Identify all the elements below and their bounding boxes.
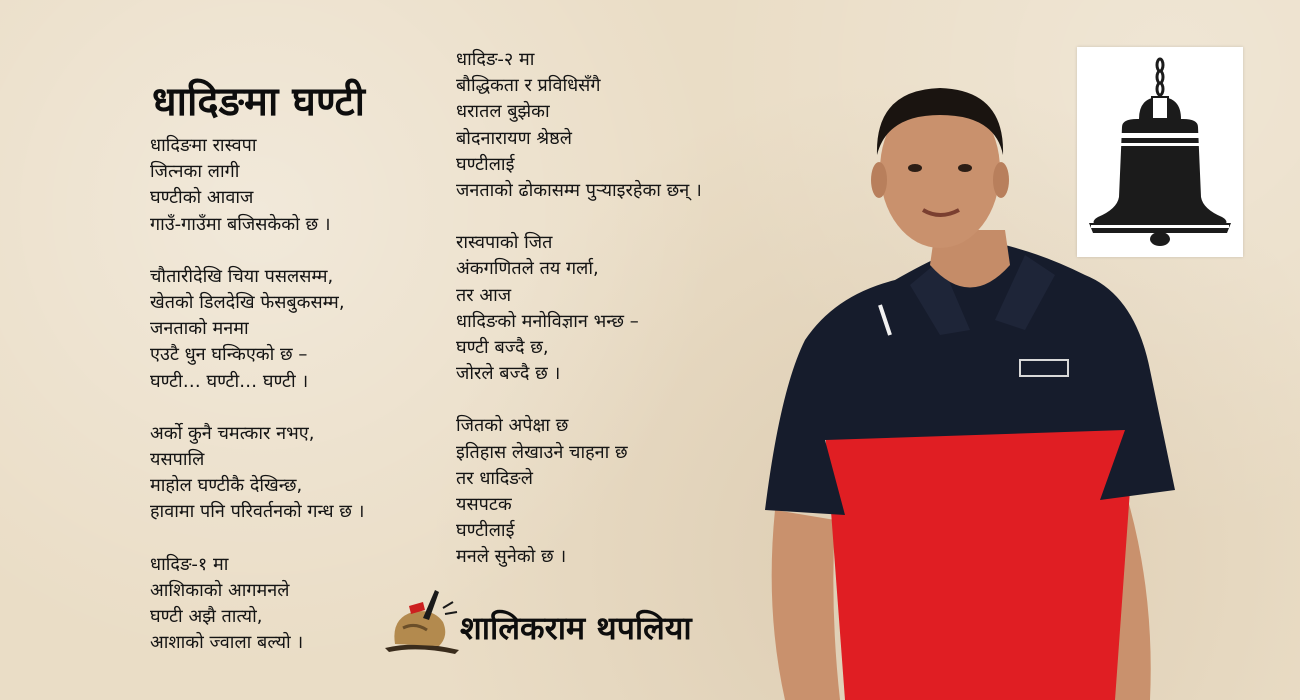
- poem-line: अर्को कुनै चमत्कार नभए,: [150, 422, 315, 444]
- poem-line: जितको अपेक्षा छ: [456, 415, 569, 437]
- poem-line: इतिहास लेखाउने चाहना छ: [456, 441, 628, 463]
- poem-line: माहोल घण्टीकै देखिन्छ,: [150, 475, 303, 497]
- stanza-6: [456, 230, 786, 387]
- person-photo: [755, 70, 1195, 700]
- poem-title: धादिङमा घण्टी: [152, 79, 365, 125]
- stanza-3: [150, 421, 480, 526]
- poem-line: घण्टीको आवाज: [150, 187, 254, 209]
- poem-line: तर आज: [456, 284, 512, 306]
- poem-line: जित्नका लागी: [150, 161, 240, 183]
- poem-line: हावामा पनि परिवर्तनको गन्ध छ ।: [150, 501, 365, 523]
- poem-line: अंकगणितले तय गर्ला,: [456, 258, 599, 280]
- poem-line: घण्टी बज्दै छ,: [456, 337, 549, 359]
- poem-line: जोरले बज्दै छ ।: [456, 363, 561, 385]
- poem-line: मनले सुनेको छ ।: [456, 546, 567, 568]
- poem-line: घण्टी अझै तात्यो,: [150, 606, 263, 628]
- poem-line: धादिङमा रास्वपा: [150, 135, 257, 156]
- poem-line: यसपटक: [456, 494, 512, 516]
- stanza-1: [150, 133, 480, 238]
- poem-line: एउटै धुन घन्किएको छ –: [150, 344, 308, 366]
- poem-line: तर धादिङले: [456, 467, 533, 489]
- poem-line: धरातल बुझेका: [456, 101, 550, 123]
- poem-line: घण्टी… घण्टी… घण्टी ।: [150, 370, 309, 392]
- stanza-5: [456, 47, 786, 204]
- poem-line: गाउँ-गाउँमा बजिसकेको छ ।: [150, 213, 331, 235]
- poem-line: बौद्धिकता र प्रविधिसँगै: [456, 75, 601, 97]
- poem-line: घण्टीलाई: [456, 520, 515, 542]
- poem-right-column: [456, 47, 786, 597]
- poem-line: धादिङ-१ मा: [150, 553, 229, 575]
- poem-line: धादिङ-२ मा: [456, 49, 535, 70]
- poem-line: घण्टीलाई: [456, 153, 515, 175]
- poem-line: आशाको ज्वाला बल्यो ।: [150, 632, 304, 654]
- poem-line: आशिकाको आगमनले: [150, 579, 290, 601]
- poem-line: यसपालि: [150, 449, 205, 471]
- author-name: शालिकराम थपलिया: [460, 609, 692, 647]
- stanza-2: [150, 264, 480, 395]
- quill-inkpot-icon: [383, 588, 461, 658]
- poem-line: चौतारीदेखि चिया पसलसम्म,: [150, 265, 334, 287]
- poem-line: खेतको डिलदेखि फेसबुकसम्म,: [150, 292, 345, 314]
- poem-line: रास्वपाको जित: [456, 232, 553, 254]
- poem-line: जनताको ढोकासम्म पुर्‍याइरहेका छन् ।: [456, 180, 702, 202]
- poem-line: जनताको मनमा: [150, 318, 249, 340]
- stanza-7: [456, 413, 786, 570]
- poem-line: बोदनारायण श्रेष्ठले: [456, 127, 572, 149]
- poem-line: धादिङको मनोविज्ञान भन्छ –: [456, 310, 639, 332]
